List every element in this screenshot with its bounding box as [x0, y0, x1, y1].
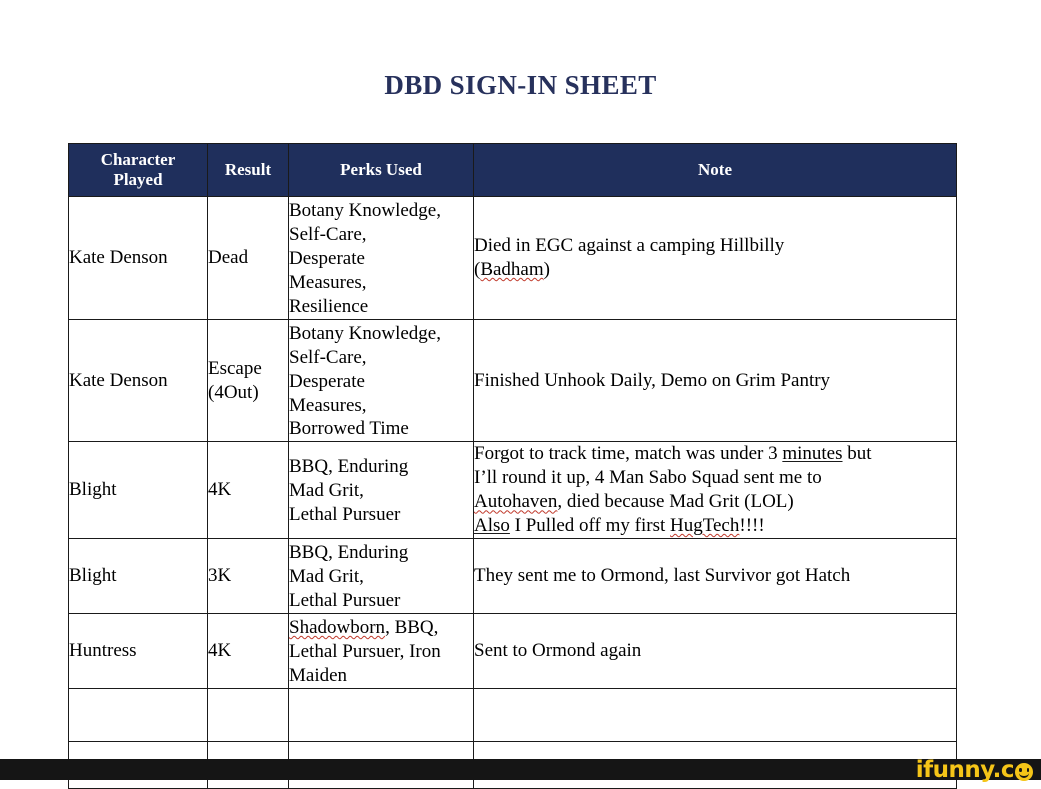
perk-text: , BBQ, — [385, 616, 439, 638]
cell-character-played: Blight — [69, 442, 208, 539]
cell-result: 3K — [208, 539, 289, 614]
cell-result — [208, 688, 289, 741]
perk-line: Measures, — [289, 271, 367, 293]
cell-note — [474, 442, 957, 539]
note-text: Forgot to track time, match was under 3 — [474, 443, 783, 465]
perk-line: Maiden — [289, 664, 348, 686]
cell-note: Sent to Ormond again — [474, 613, 957, 688]
note-text: !!!! — [739, 515, 765, 537]
perk-line: Self-Care, — [289, 223, 367, 245]
cell-character-played: Huntress — [69, 613, 208, 688]
note-text: ( — [474, 258, 481, 280]
table-row-empty — [69, 688, 957, 741]
watermark-bar — [0, 757, 1041, 783]
watermark-text: ifunny.c — [915, 757, 1014, 783]
grammar-marked-word: Also — [474, 515, 510, 537]
cell-perks-used — [289, 442, 474, 539]
table-row — [69, 442, 957, 539]
misspelled-word: Badham — [480, 258, 544, 280]
perk-line: Lethal Pursuer — [289, 504, 401, 526]
note-line: Died in EGC against a camping Hillbilly — [474, 234, 785, 256]
page-title: DBD SIGN-IN SHEET — [384, 70, 657, 100]
misspelled-word: Autohaven — [474, 491, 558, 513]
cell-perks-used — [289, 688, 474, 741]
cell-result: 4K — [208, 613, 289, 688]
perk-line: Resilience — [289, 295, 369, 317]
note-line — [474, 258, 956, 282]
cell-result — [208, 319, 289, 442]
cell-perks-used — [289, 197, 474, 320]
perk-line: BBQ, Enduring — [289, 456, 409, 478]
cell-note — [474, 688, 957, 741]
grammar-marked-word: minutes — [782, 443, 843, 465]
table-header-row — [69, 144, 957, 197]
note-text: I Pulled off my first — [509, 515, 670, 537]
perk-line: Borrowed Time — [289, 418, 409, 440]
cell-character-played — [69, 688, 208, 741]
perk-line: Self-Care, — [289, 346, 367, 368]
perk-line: Desperate — [289, 370, 365, 392]
note-line — [474, 490, 956, 514]
misspelled-word: Shadowborn — [289, 616, 386, 638]
perk-line: Mad Grit, — [289, 480, 364, 502]
perk-line: Lethal Pursuer — [289, 590, 401, 611]
column-header-perks-used: Perks Used — [289, 144, 474, 197]
table-row — [69, 539, 957, 614]
result-line: Escape — [208, 357, 262, 379]
note-text: , died because Mad Grit (LOL) — [557, 491, 794, 513]
cell-note — [474, 197, 957, 320]
perk-line: Desperate — [289, 247, 365, 269]
perk-line — [289, 616, 473, 640]
note-text: ) — [543, 258, 550, 280]
table-row — [69, 613, 957, 688]
perk-line: Mad Grit, — [289, 566, 364, 588]
cell-perks-used — [289, 613, 474, 688]
table-row — [69, 319, 957, 442]
note-text: but — [842, 443, 872, 465]
cell-perks-used — [289, 319, 474, 442]
perk-line: Lethal Pursuer, Iron — [289, 640, 441, 662]
cell-character-played: Kate Denson — [69, 319, 208, 442]
perk-line: Measures, — [289, 394, 367, 416]
table-header — [69, 144, 957, 197]
perk-line: Botany Knowledge, — [289, 200, 441, 221]
table-row — [69, 197, 957, 320]
cell-character-played: Kate Denson — [69, 197, 208, 320]
cell-perks-used — [289, 539, 474, 614]
column-header-result: Result — [208, 144, 289, 197]
cell-character-played: Blight — [69, 539, 208, 614]
table-body — [69, 197, 957, 789]
cell-result: 4K — [208, 442, 289, 539]
column-header-character-line2: Played — [113, 170, 163, 189]
column-header-note: Note — [474, 144, 957, 197]
cell-result: Dead — [208, 197, 289, 320]
note-line: I’ll round it up, 4 Man Sabo Squad sent me to — [474, 467, 822, 489]
perk-line: BBQ, Enduring — [289, 542, 409, 564]
misspelled-word: HugTech — [670, 515, 740, 537]
result-line: (4Out) — [208, 381, 259, 403]
perk-line: Botany Knowledge, — [289, 322, 441, 344]
column-header-character-played — [69, 144, 208, 197]
cell-note: Finished Unhook Daily, Demo on Grim Pantry — [474, 319, 957, 442]
column-header-character-line1: Character — [100, 149, 176, 169]
note-line — [474, 442, 956, 466]
smiley-face-icon — [1015, 763, 1033, 781]
cell-note: They sent me to Ormond, last Survivor got Hatch — [474, 539, 957, 614]
sign-in-sheet-table — [68, 143, 957, 789]
ifunny-watermark-logo — [916, 757, 1033, 783]
note-line — [474, 514, 956, 538]
